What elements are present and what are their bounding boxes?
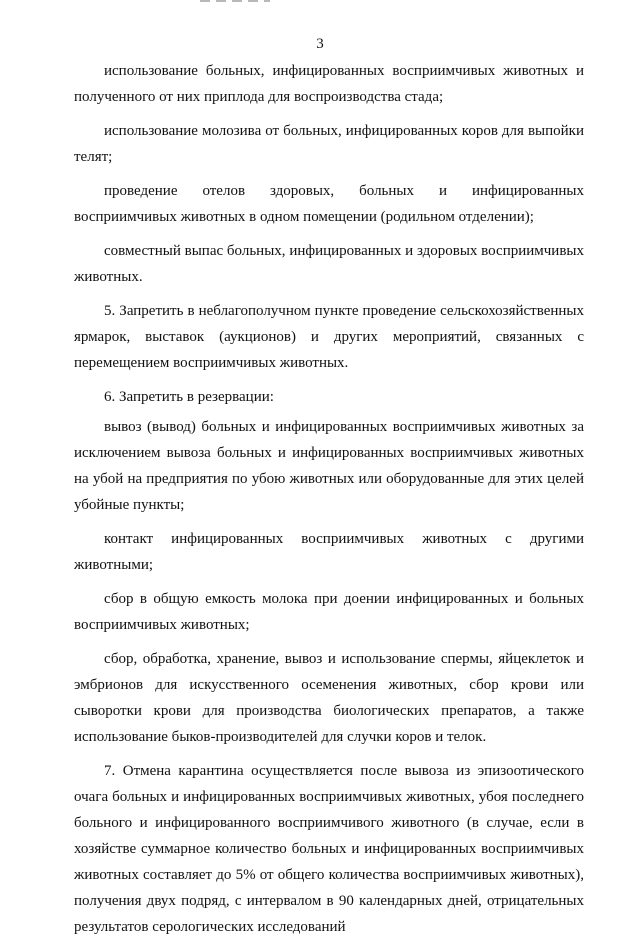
paragraph-5: 5. Запретить в неблагополучном пункте проведение сельскохозяйственных ярмарок, выставок (аукционов) и других мероприятий, связанных с перемещением восприимчивых животных. <box>74 303 584 371</box>
page-number: 3 <box>316 36 324 52</box>
paragraph-7: вывоз (вывод) больных и инфицированных восприимчивых животных за исключением вывоза больных и инфицированных восприимчивых животных на убой на предприятия по убою животных или оборудованные для этих целей убойные пункты; <box>74 419 584 513</box>
paragraph-6: 6. Запретить в резервации: <box>104 389 274 405</box>
paragraph-1: использование больных, инфицированных восприимчивых животных и полученного от них приплода для воспроизводства стада; <box>74 63 584 105</box>
paragraph-2: использование молозива от больных, инфицированных коров для выпойки телят; <box>74 123 584 165</box>
paragraph-10: сбор, обработка, хранение, вывоз и использование спермы, яйцеклеток и эмбрионов для искусственного осеменения животных, сбор крови или сыворотки крови для производства биологических препаратов, а также использование быков-производителей для случки коров и телок. <box>74 651 584 745</box>
paragraph-4: совместный выпас больных, инфицированных и здоровых восприимчивых животных. <box>74 243 584 285</box>
paragraph-11: 7. Отмена карантина осуществляется после вывоза из эпизоотического очага больных и инфицированных восприимчивых животных, убоя последнего больного и инфицированного восприимчивого животного (в случае, если в хозяйстве суммарное количество больных и инфицированных восприимчивых животных составляет до 5% от общего количества восприимчивых животных), получения двух подряд, с интервалом в 90 календарных дней, отрицательных результатов серологических исследований <box>74 763 584 935</box>
paragraph-3: проведение отелов здоровых, больных и инфицированных восприимчивых животных в одном помещении (родильном отделении); <box>74 183 584 225</box>
paragraph-8: контакт инфицированных восприимчивых животных с другими животными; <box>74 531 584 573</box>
paragraph-9: сбор в общую емкость молока при доении инфицированных и больных восприимчивых животных; <box>74 591 584 633</box>
document-body <box>74 58 584 948</box>
scan-artifact <box>200 0 270 2</box>
